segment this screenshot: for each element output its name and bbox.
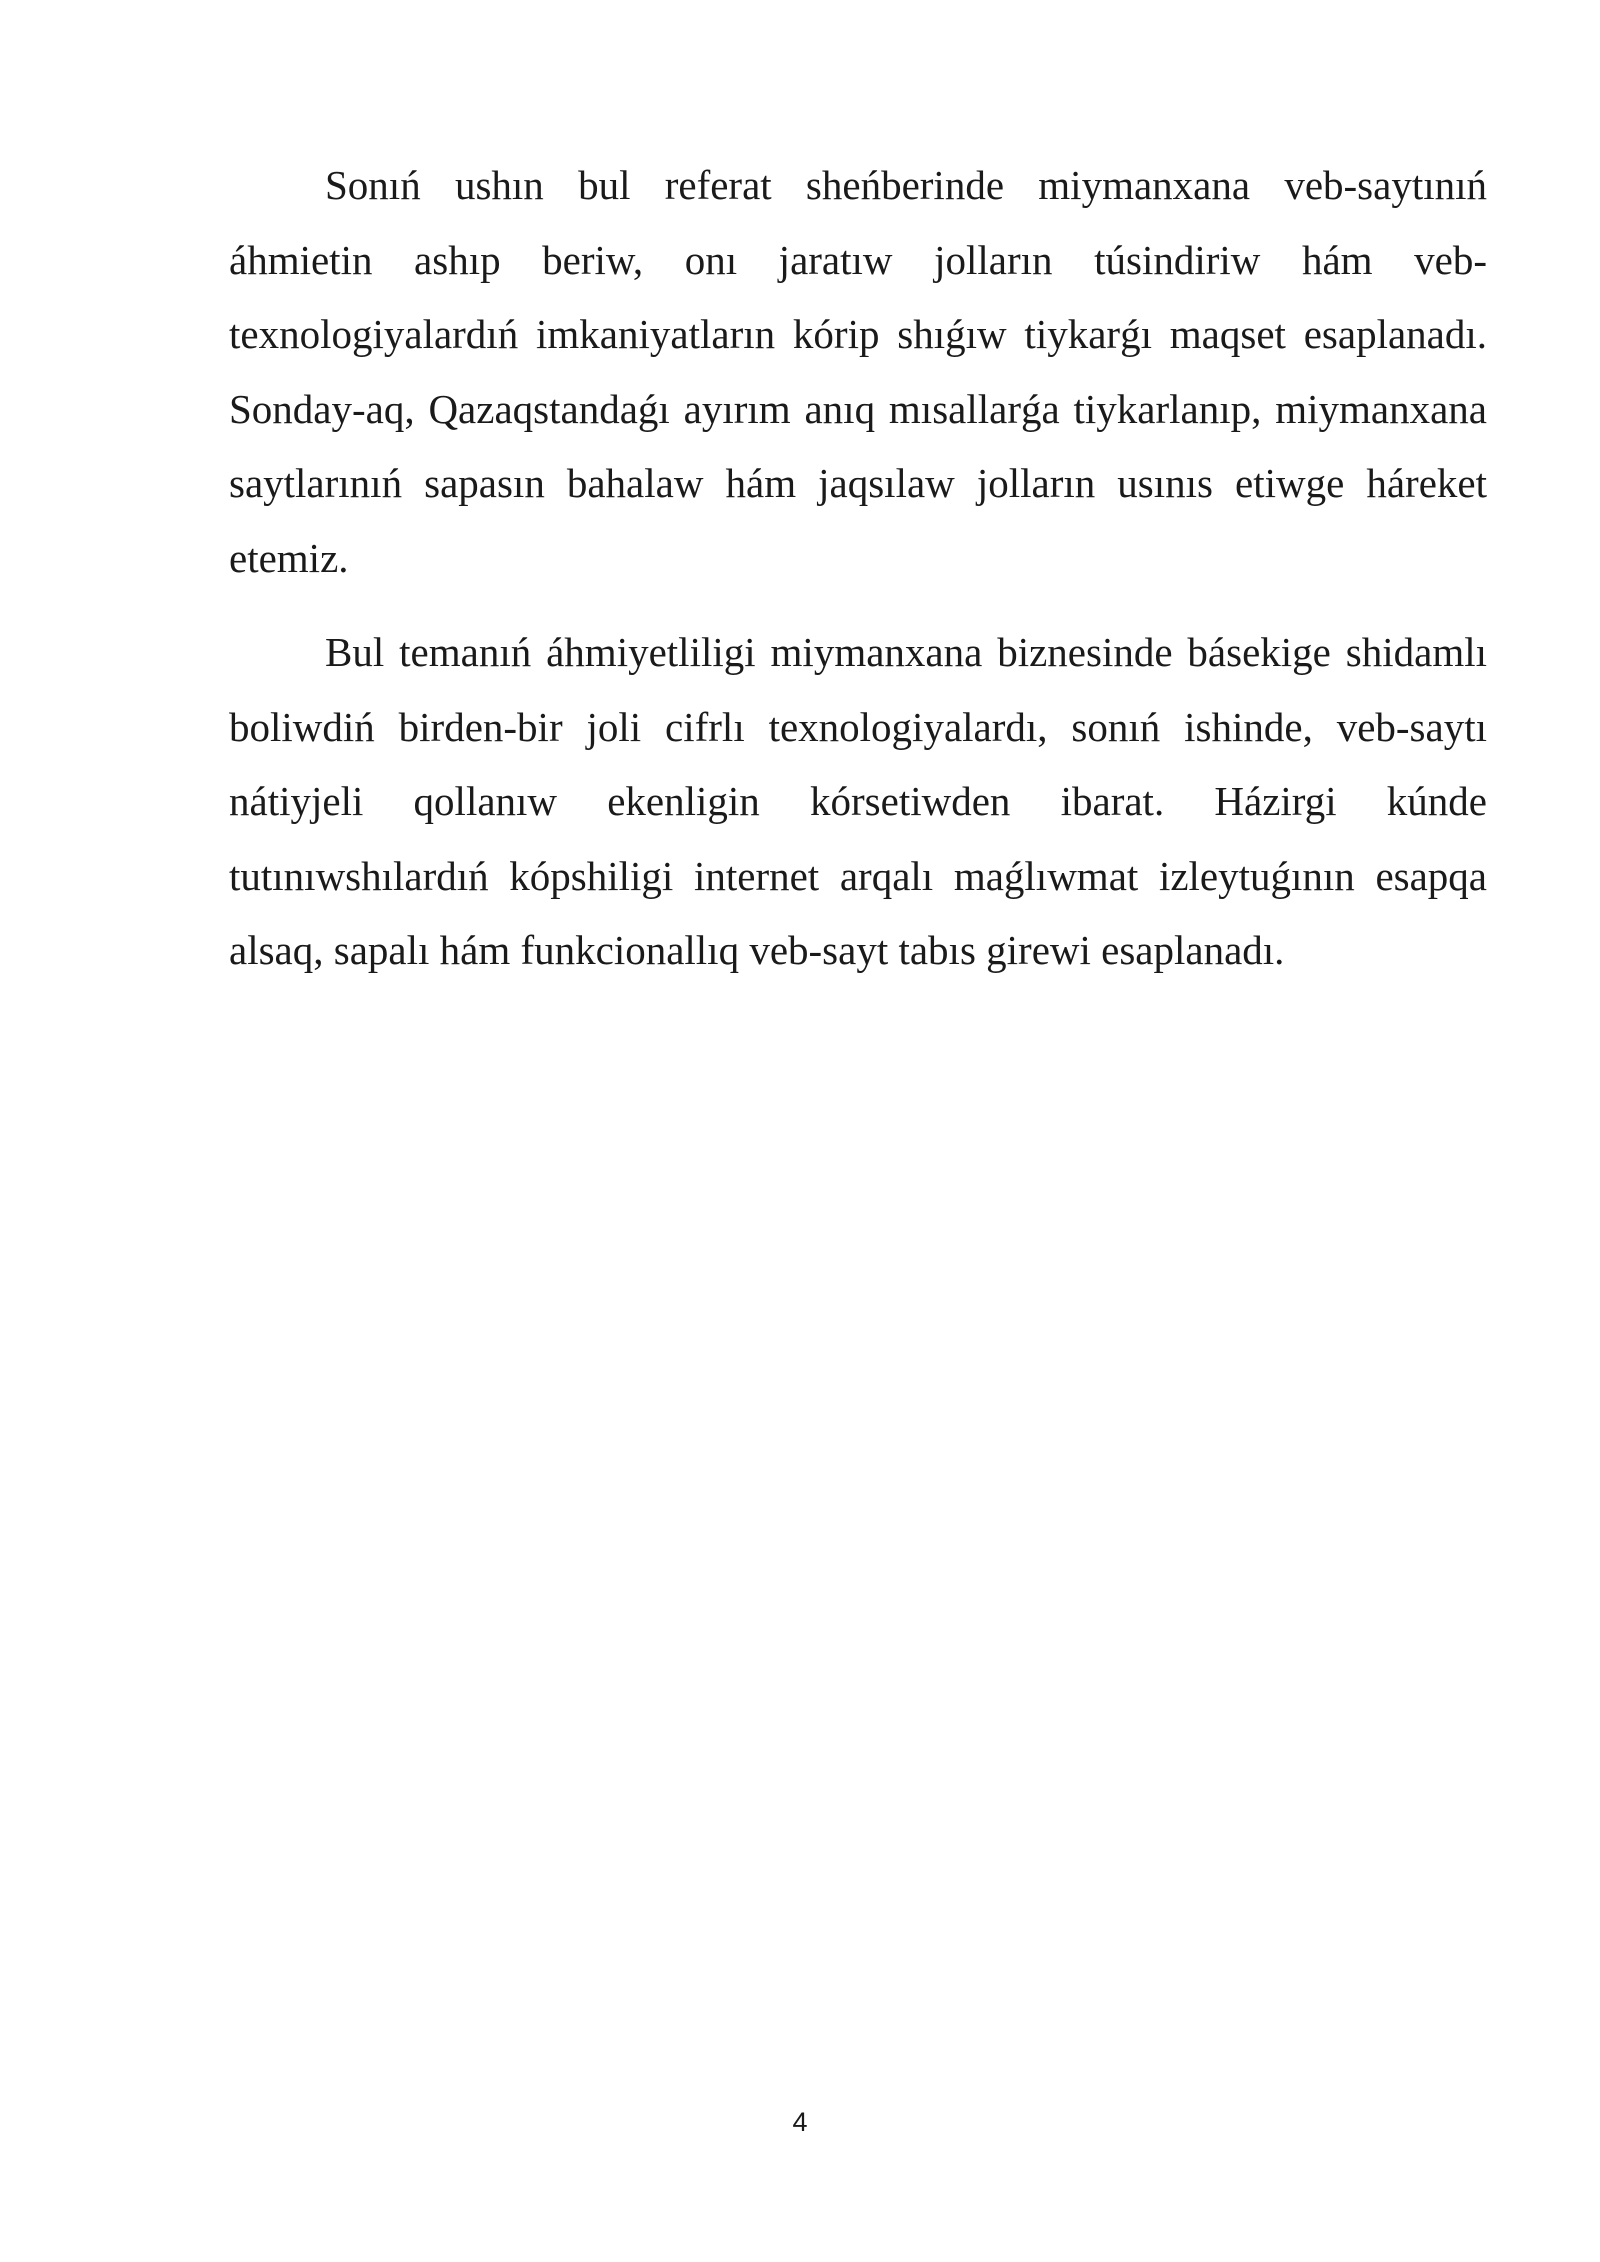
body-text (229, 148, 1487, 988)
page-number: 4 (792, 2107, 808, 2137)
paragraph-2: Bul temanıń áhmiyetliligi miymanxana biznesinde básekige shidamlı boliwdiń birden-bir joli cifrlı texnologiyalardı, sonıń ishinde, veb-saytı nátiyjeli qollanıw ekenligin kórsetiwden ibarat. Házirgi kúnde tutınıwshılardıń kópshiligi internet arqalı maǵlıwmat izleytuǵının esapqa alsaq, sapalı hám funkcionallıq veb-sayt tabıs girewi esaplanadı. (229, 629, 1487, 973)
paragraph-1: Sonıń ushın bul referat sheńberinde miymanxana veb-saytınıń áhmietin ashıp beriw, onı jaratıw jolların túsindiriw hám veb-texnologiyalardıń imkaniyatların kórip shıǵıw tiykarǵı maqset esaplanadı. Sonday-aq, Qazaqstandaǵı ayırım anıq mısallarǵa tiykarlanıp, miymanxana saytlarınıń sapasın bahalaw hám jaqsılaw jolların usınıs etiwge háreket etemiz. (229, 162, 1487, 581)
